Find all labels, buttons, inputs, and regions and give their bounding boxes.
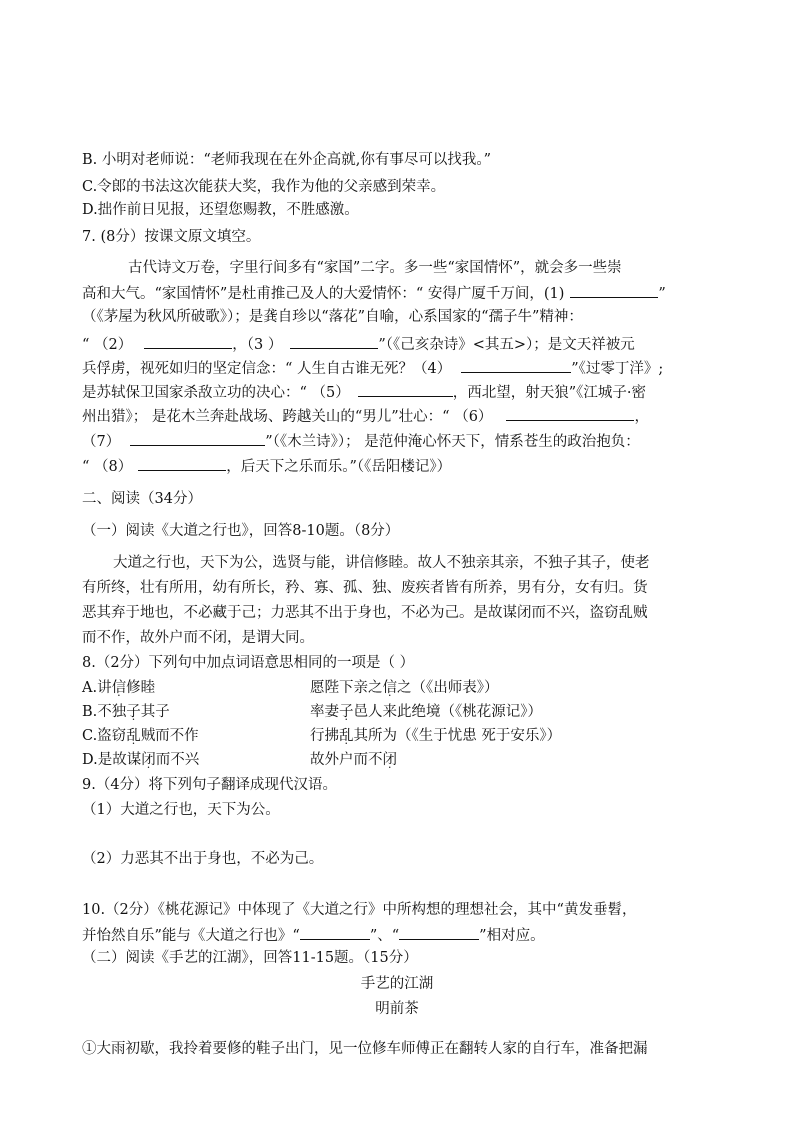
q8-compare-a <box>310 678 499 698</box>
q7-text: ”（《木兰诗》）； 是范仲淹心怀天下，情系苍生的政治抱负： <box>265 434 640 450</box>
passage-line-3: 恶其弃于地也，不必藏于己；力恶其不出于身也，不必为己。是故谋闭而不兴，盗窃乱贼 <box>82 605 648 621</box>
opt-text: B.不独 <box>82 704 127 720</box>
cmp-text: 其所为（《生于忧患 死于安乐》） <box>353 728 562 744</box>
q8-option-d <box>82 750 199 770</box>
q7-line-9 <box>82 456 451 477</box>
q7-text: 高和大气。“家国情怀”是杜甫推己及人的大爱情怀：“ 安得广厦千万间，(1) <box>82 286 565 302</box>
opt-text: 而不兴 <box>155 752 200 768</box>
q7-text: （7） <box>82 434 121 450</box>
quote: ” <box>658 286 666 302</box>
passage-line-2: 有所终，壮有所用，幼有所长，矜、寡、孤、独、废疾者皆有所养，男有分，女有归。货 <box>82 580 648 596</box>
q10-text: 并怡然自乐”能与《大道之行也》“ <box>82 928 300 944</box>
blank-q10-2 <box>399 925 479 940</box>
q7-line-1: 古代诗文万卷，字里行间多有“家国”二字。多一些“家国情怀”，就会多一些崇 <box>128 260 622 276</box>
q7-text: “ （8） <box>82 459 133 475</box>
opt-text: 其子 <box>140 704 170 720</box>
blank-q10-1 <box>300 925 370 940</box>
q6-option-b: B. 小明对老师说：“老师我现在在外企高就,你有事尽可以找我。” <box>82 152 492 168</box>
blank-2 <box>144 334 232 349</box>
dotted-char: 乱 <box>126 728 141 744</box>
opt-text: C.盗窃 <box>82 728 127 744</box>
q7-text: ，（3 ） <box>232 337 283 353</box>
cmp-text: 行拂 <box>310 728 339 744</box>
blank-1 <box>570 283 658 298</box>
blank-6 <box>506 406 634 421</box>
q7-line-8 <box>82 431 640 452</box>
opt-text: A.讲 <box>82 680 112 696</box>
q7-text: 是苏轼保卫国家杀敌立功的决心：“ （5） <box>82 385 350 401</box>
q8-compare-c <box>310 726 561 746</box>
comma: ， <box>634 409 649 425</box>
q7-line-4 <box>82 334 635 355</box>
q7-line-2 <box>82 283 666 304</box>
dotted-char: 闭 <box>141 752 156 768</box>
q7-text: 兵俘虏，视死如归的坚定信念：“ 人生自古谁无死？（4） <box>82 361 452 377</box>
cmp-text: 故外户而不 <box>310 752 383 768</box>
dotted-char: 子 <box>126 704 141 720</box>
q7-text: 州出猎》； 是花木兰奔赴战场、跨越关山的“男儿”壮心：“ （6） <box>82 409 493 425</box>
q7-line-7 <box>82 406 649 427</box>
part2-title: （二）阅读《手艺的江湖》，回答11-15题。（15分） <box>82 950 418 966</box>
q8-title: 8.（2分）下列句中加点词语意思相同的一项是（ ） <box>82 655 415 671</box>
q10-line-2 <box>82 925 545 946</box>
article-author: 明前茶 <box>375 1001 419 1017</box>
q10-text: ”、“ <box>369 928 400 944</box>
q7-text: ，后天下之乐而乐。”（《岳阳楼记》） <box>226 459 452 475</box>
blank-5 <box>358 382 453 397</box>
part1-title: （一）阅读《大道之行也》，回答8-10题。（8分） <box>82 523 400 539</box>
blank-8 <box>138 456 226 471</box>
cmp-text: 之（《出师表》） <box>397 680 499 696</box>
q7-text: ”《过零丁洋》; <box>571 361 664 377</box>
q8-compare-d <box>310 750 397 770</box>
dotted-char: 信 <box>382 680 397 696</box>
cmp-text: 愿陛下亲之 <box>310 680 383 696</box>
opt-text: 修睦 <box>126 680 156 696</box>
cmp-text: 邑人来此绝境（《桃花源记》） <box>353 704 542 720</box>
passage-line-1: 大道之行也，天下为公，选贤与能，讲信修睦。故人不独亲其亲，不独子其子，使老 <box>113 555 650 571</box>
q8-option-c <box>82 726 199 746</box>
passage-line-4: 而不作，故外户而不闭，是谓大同。 <box>82 630 314 646</box>
q6-option-c: C.令郎的书法这次能获大奖，我作为他的父亲感到荣幸。 <box>82 179 446 195</box>
section-2-heading: 二、阅读（34分） <box>82 491 202 507</box>
q10-line-1: 10.（2分）《桃花源记》中体现了《大道之行》中所构想的理想社会，其中“黄发垂髫， <box>82 902 637 918</box>
dotted-char: 信 <box>111 680 127 696</box>
q8-compare-b <box>310 702 542 722</box>
article-title: 手艺的江湖 <box>360 976 434 992</box>
dotted-char: 乱 <box>339 728 354 744</box>
q8-option-b <box>82 702 170 722</box>
q7-line-5 <box>82 358 663 379</box>
article-paragraph-1: ①大雨初歇，我拎着要修的鞋子出门，见一位修车师傅正在翻转人家的自行车，准备把漏 <box>82 1041 648 1057</box>
q9-title: 9.（4分）将下列句子翻译成现代汉语。 <box>82 777 338 793</box>
q10-text: ”相对应。 <box>479 928 545 944</box>
blank-7 <box>130 431 265 446</box>
opt-text: D.是故谋 <box>82 752 142 768</box>
q7-text: ，西北望，射天狼”《江城子·密 <box>452 385 647 401</box>
opt-text: 贼而不作 <box>140 728 199 744</box>
q7-text: ”（《己亥杂诗》<其五>）；是文天祥被元 <box>378 337 635 353</box>
q7-line-3: （《茅屋为秋风所破歌》）；是龚自珍以“落花”自喻，心系国家的“孺子牛”精神： <box>82 309 583 325</box>
cmp-text: 率妻 <box>310 704 339 720</box>
q7-line-6 <box>82 382 646 403</box>
dotted-char: 子 <box>339 704 354 720</box>
q6-option-d: D.拙作前日见报，还望您赐教，不胜感激。 <box>82 202 359 218</box>
blank-4 <box>461 358 571 373</box>
q8-option-a <box>82 678 155 698</box>
q9-sentence-2: （2）力恶其不出于身也，不必为己。 <box>82 851 324 867</box>
dotted-char: 闭 <box>382 752 397 768</box>
q7-title: 7. (8分）按课文原文填空。 <box>82 229 261 245</box>
blank-3 <box>290 334 378 349</box>
q9-sentence-1: （1）大道之行也，天下为公。 <box>82 802 280 818</box>
q7-text: “ （2） <box>82 337 133 353</box>
